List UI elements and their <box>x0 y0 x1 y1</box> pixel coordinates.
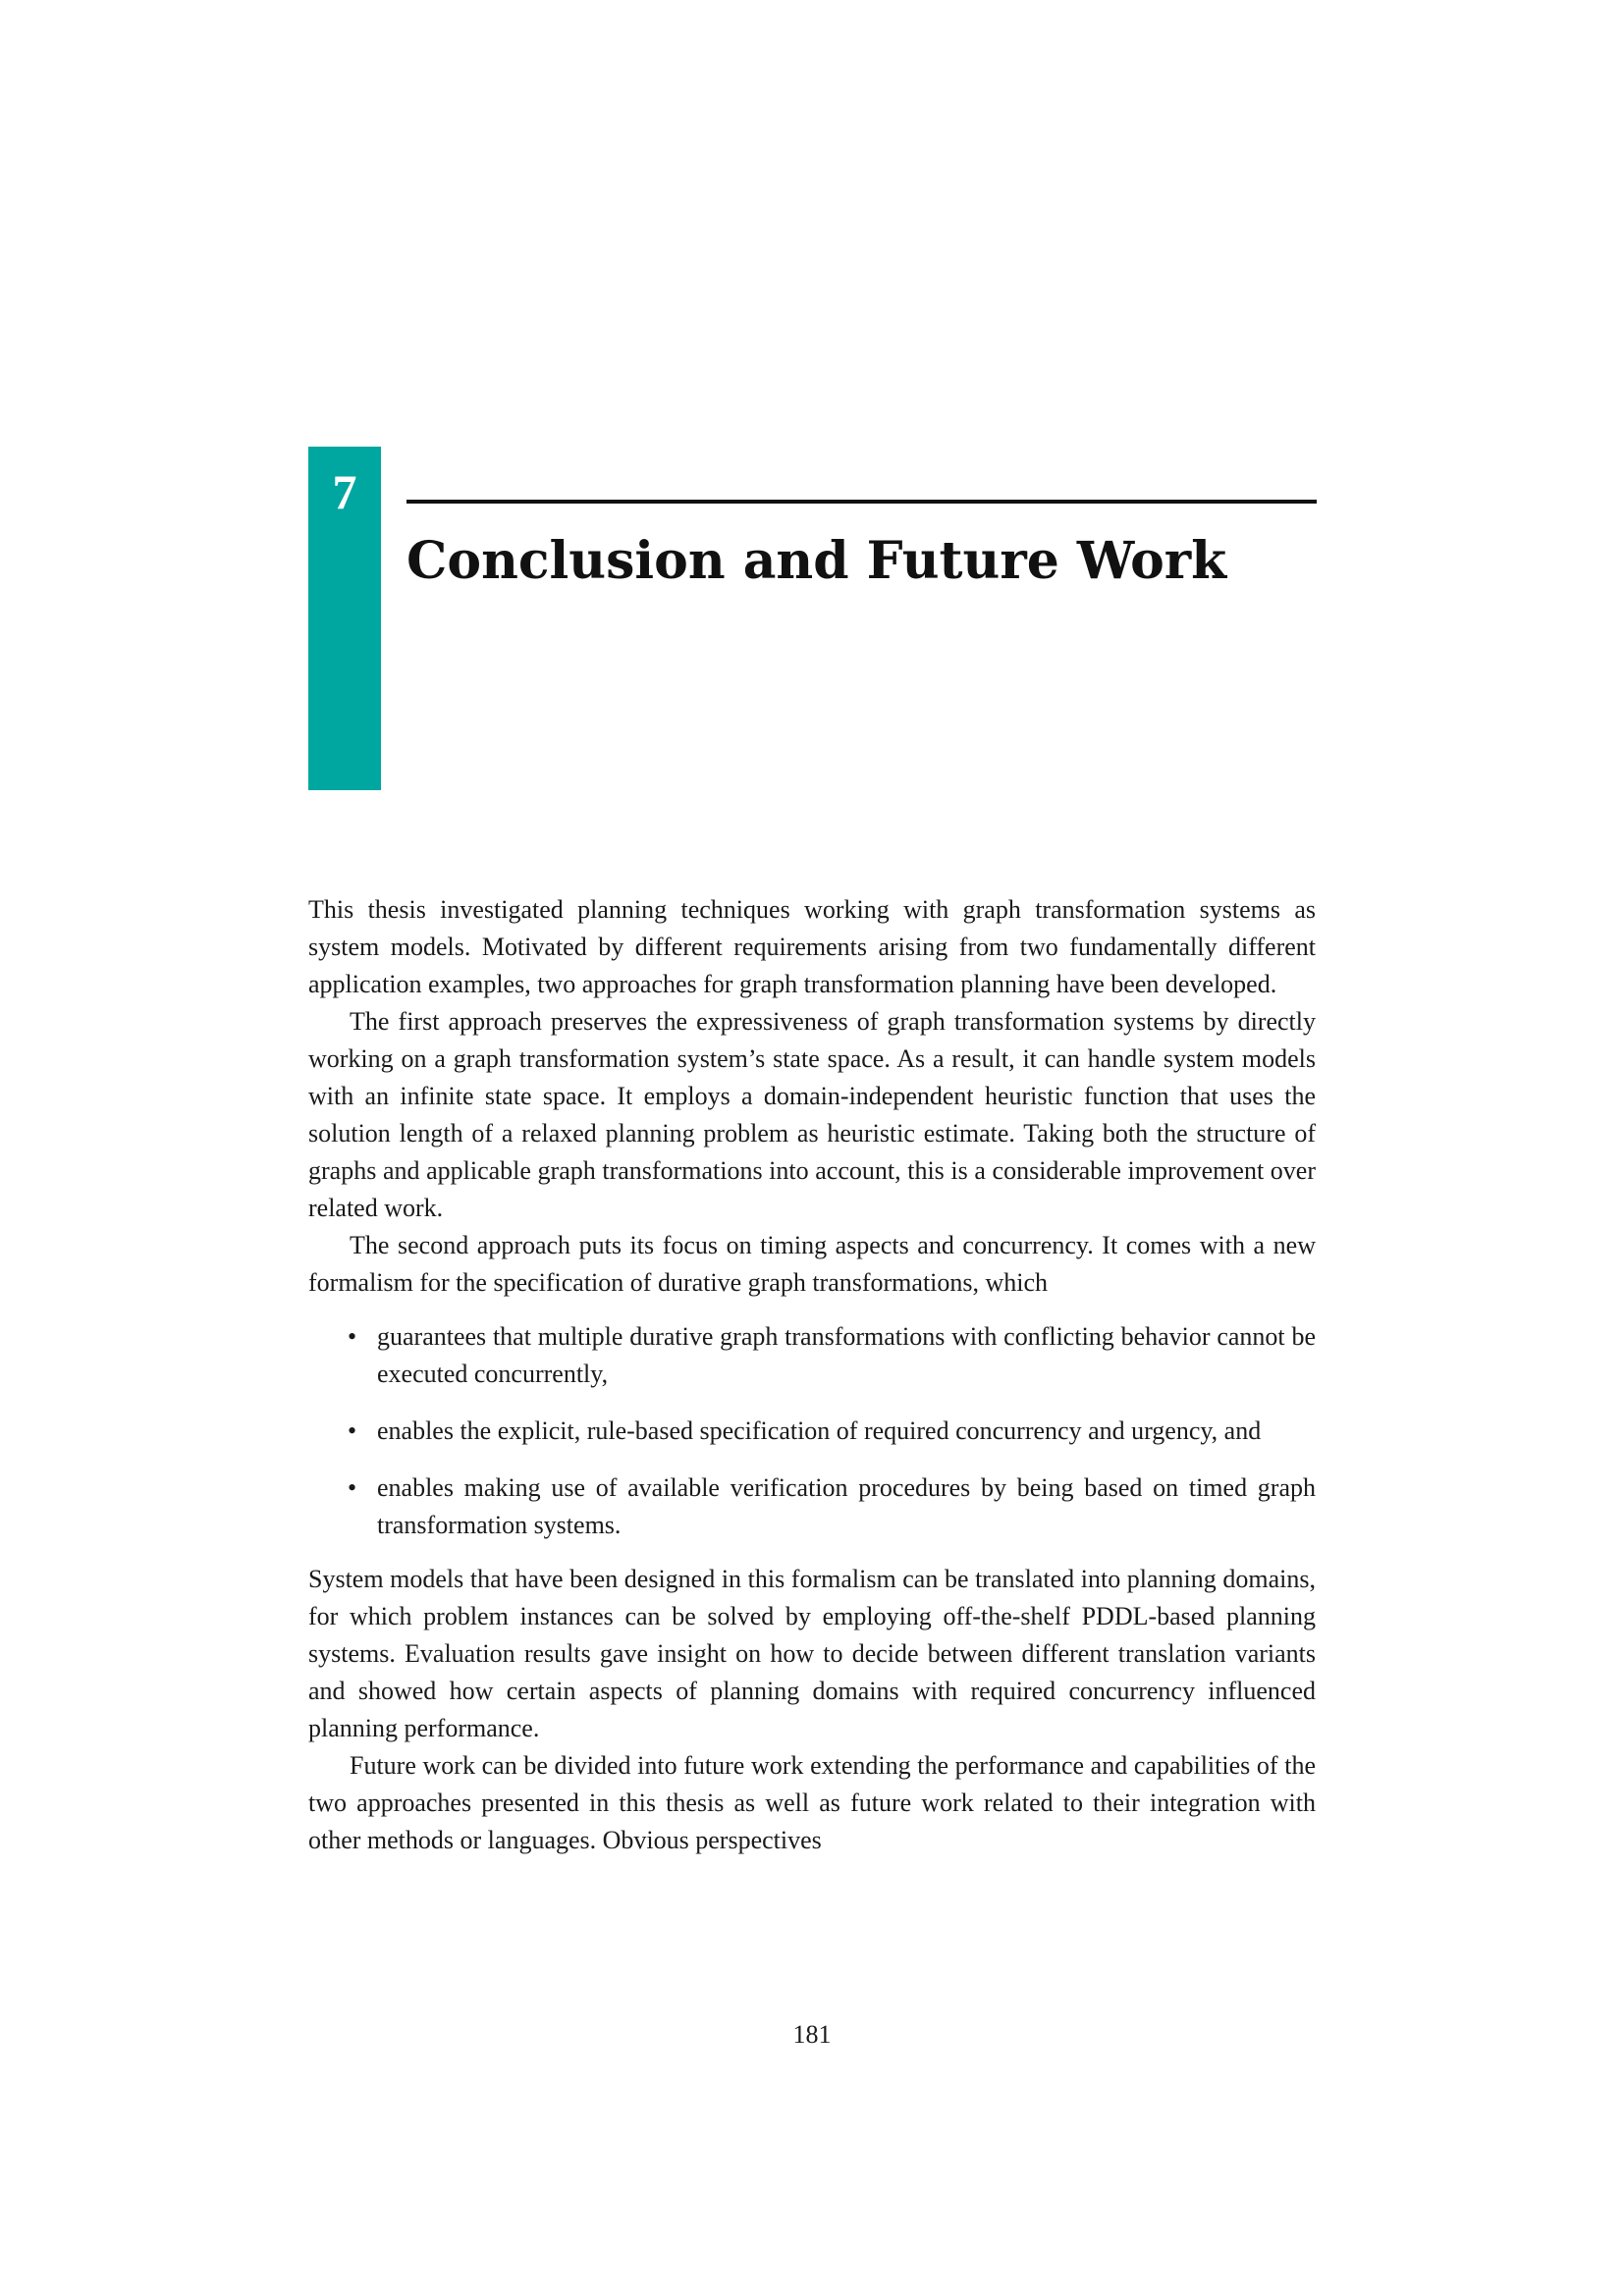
chapter-number: 7 <box>332 464 357 519</box>
bullet-icon: • <box>348 1473 357 1502</box>
chapter-body <box>308 891 1316 1859</box>
list-item <box>308 1469 1316 1544</box>
bullet-icon: • <box>348 1416 357 1445</box>
page-number: 181 <box>792 2020 832 2049</box>
paragraph-intro: This thesis investigated planning techniques working with graph transformation systems as system models. Motivated by different requirements arising from two fundamentally different application examples, two approaches for graph transformation planning have been developed. <box>308 895 1316 998</box>
bullet-icon: • <box>348 1322 357 1351</box>
paragraph-future-work: Future work can be divided into future work extending the performance and capabilities of the two approaches presented in this thesis as well as future work related to their integration with other methods or languages. Obvious perspectives <box>308 1751 1316 1854</box>
list-item <box>308 1413 1316 1450</box>
chapter-title: Conclusion and Future Work <box>406 531 1227 591</box>
list-item-text: enables making use of available verification procedures by being based on timed graph transformation systems. <box>377 1473 1316 1539</box>
paragraph-translation: System models that have been designed in this formalism can be translated into planning domains, for which problem instances can be solved by employing off-the-shelf PDDL-based planning systems. Evaluation results gave insight on how to decide between different translation variants and showed how certain aspects of planning domains with required concurrency influenced planning performance. <box>308 1565 1316 1742</box>
chapter-title-rule <box>406 500 1317 504</box>
paragraph-second-approach: The second approach puts its focus on timing aspects and concurrency. It comes with a new formalism for the specification of durative graph transformations, which <box>308 1231 1316 1297</box>
chapter-number-bar <box>308 447 381 790</box>
paragraph-first-approach: The first approach preserves the expressiveness of graph transformation systems by directly working on a graph transformation system’s state space. As a result, it can handle system models with an infinite state space. It employs a domain-independent heuristic function that uses the solution length of a relaxed planning problem as heuristic estimate. Taking both the structure of graphs and applicable graph transformations into account, this is a considerable improvement over related work. <box>308 1007 1316 1222</box>
list-item-text: guarantees that multiple durative graph transformations with conflicting behavior cannot be executed concurrently, <box>377 1322 1316 1388</box>
formalism-properties-list <box>308 1318 1316 1544</box>
list-item-text: enables the explicit, rule-based specification of required concurrency and urgency, and <box>377 1416 1262 1445</box>
list-item <box>308 1318 1316 1393</box>
